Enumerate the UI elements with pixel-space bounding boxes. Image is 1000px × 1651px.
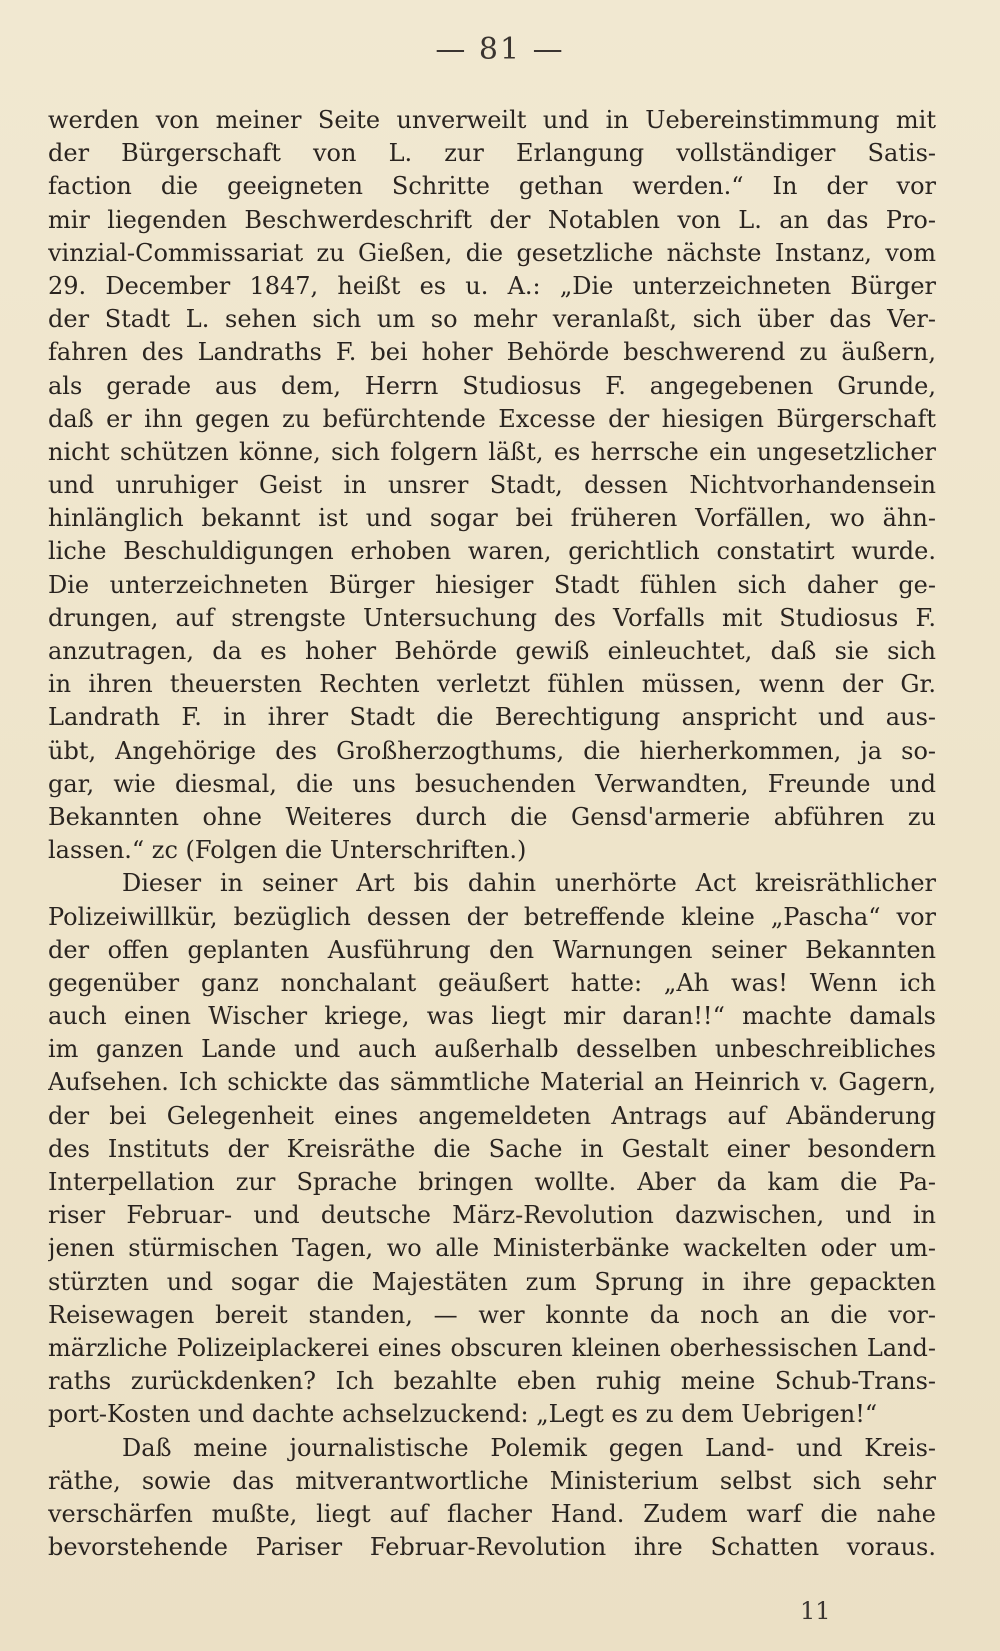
text-line: Reisewagen bereit standen, — wer konnte da noch an die vor- [48,1300,936,1329]
text-line: nicht schützen könne, sich folgern läßt, es herrsche ein ungesetzlicher [48,437,936,466]
text-line: bevorstehende Pariser Februar-Revolution ihre Schatten voraus. [48,1533,936,1562]
text-line: des Instituts der Kreisräthe die Sache in Gestalt einer besondern [48,1134,936,1163]
text-line: der offen geplanten Ausführung den Warnungen seiner Bekannten [48,935,936,964]
text-line: Polizeiwillkür, bezüglich dessen der betreffende kleine „Pascha“ vor [48,902,936,931]
text-line: verschärfen mußte, liegt auf flacher Hand. Zudem warf die nahe [48,1499,936,1528]
text-line: der bei Gelegenheit eines angemeldeten Antrags auf Abänderung [48,1101,936,1130]
text-line: und unruhiger Geist in unsrer Stadt, dessen Nichtvorhandensein [48,471,936,500]
text-line: gar, wie diesmal, die uns besuchenden Verwandten, Freunde und [48,769,936,798]
text-line: drungen, auf strengste Untersuchung des Vorfalls mit Studiosus F. [48,603,936,632]
text-line: raths zurückdenken? Ich bezahlte eben ruhig meine Schub-Trans- [48,1367,936,1396]
text-line: auch einen Wischer kriege, was liegt mir daran!!“ machte damals [48,1002,936,1031]
text-line: faction die geeigneten Schritte gethan werden.“ In der vor [48,172,936,201]
text-line: lassen.“ zc (Folgen die Unterschriften.) [48,836,527,865]
text-line: mir liegenden Beschwerdeschrift der Notablen von L. an das Pro- [48,205,936,234]
text-line: übt, Angehörige des Großherzogthums, die hierherkommen, ja so- [48,736,936,765]
text-line: in ihren theuersten Rechten verletzt fühlen müssen, wenn der Gr. [48,670,936,699]
text-line: Bekannten ohne Weiteres durch die Gensd'armerie abführen zu [48,802,936,831]
text-line: werden von meiner Seite unverweilt und in Uebereinstimmung mit [48,106,936,134]
text-line: anzutragen, da es hoher Behörde gewiß einleuchtet, daß sie sich [48,637,936,665]
text-line: stürzten und sogar die Majestäten zum Sprung in ihre gepackten [48,1267,936,1296]
text-line: daß er ihn gegen zu befürchtende Excesse der hiesigen Bürgerschaft [48,404,936,433]
text-line: Landrath F. in ihrer Stadt die Berechtigung anspricht und aus- [48,703,936,732]
text-line: hinlänglich bekannt ist und sogar bei früheren Vorfällen, wo ähn- [48,504,936,533]
text-line: märzliche Polizeiplackerei eines obscuren kleinen oberhessischen Land- [48,1333,936,1362]
body-text [48,104,936,1564]
text-line: port-Kosten und dachte achselzuckend: „Legt es zu dem Uebrigen!“ [48,1400,878,1429]
text-line: vinzial-Commissariat zu Gießen, die gesetzliche nächste Instanz, vom [48,238,936,267]
text-line: fahren des Landraths F. bei hoher Behörde beschwerend zu äußern, [48,338,936,367]
signature-mark: 11 [800,1597,831,1625]
text-line: liche Beschuldigungen erhoben waren, gerichtlich constatirt wurde. [48,537,936,566]
text-line: riser Februar- und deutsche März-Revolution dazwischen, und in [48,1201,936,1230]
text-line: der Stadt L. sehen sich um so mehr veranlaßt, sich über das Ver- [48,305,936,334]
text-line: der Bürgerschaft von L. zur Erlangung vollständiger Satis- [48,139,936,168]
text-line: Aufsehen. Ich schickte das sämmtliche Material an Heinrich v. Gagern, [48,1068,936,1097]
text-line: Interpellation zur Sprache bringen wollte. Aber da kam die Pa- [48,1168,936,1196]
page-number-header: — 81 — [435,32,565,67]
text-line: Dieser in seiner Art bis dahin unerhörte Act kreisräthlicher [122,869,936,898]
text-line: gegenüber ganz nonchalant geäußert hatte: „Ah was! Wenn ich [48,968,936,997]
text-line: jenen stürmischen Tagen, wo alle Ministerbänke wackelten oder um- [48,1234,936,1263]
text-line: räthe, sowie das mitverantwortliche Ministerium selbst sich sehr [48,1466,936,1495]
text-line: Daß meine journalistische Polemik gegen Land- und Kreis- [122,1433,936,1462]
text-line: im ganzen Lande und auch außerhalb desselben unbeschreibliches [48,1035,936,1064]
text-line: 29. December 1847, heißt es u. A.: „Die unterzeichneten Bürger [48,271,936,300]
text-line: als gerade aus dem, Herrn Studiosus F. angegebenen Grunde, [48,371,936,400]
text-line: Die unterzeichneten Bürger hiesiger Stadt fühlen sich daher ge- [48,570,936,599]
